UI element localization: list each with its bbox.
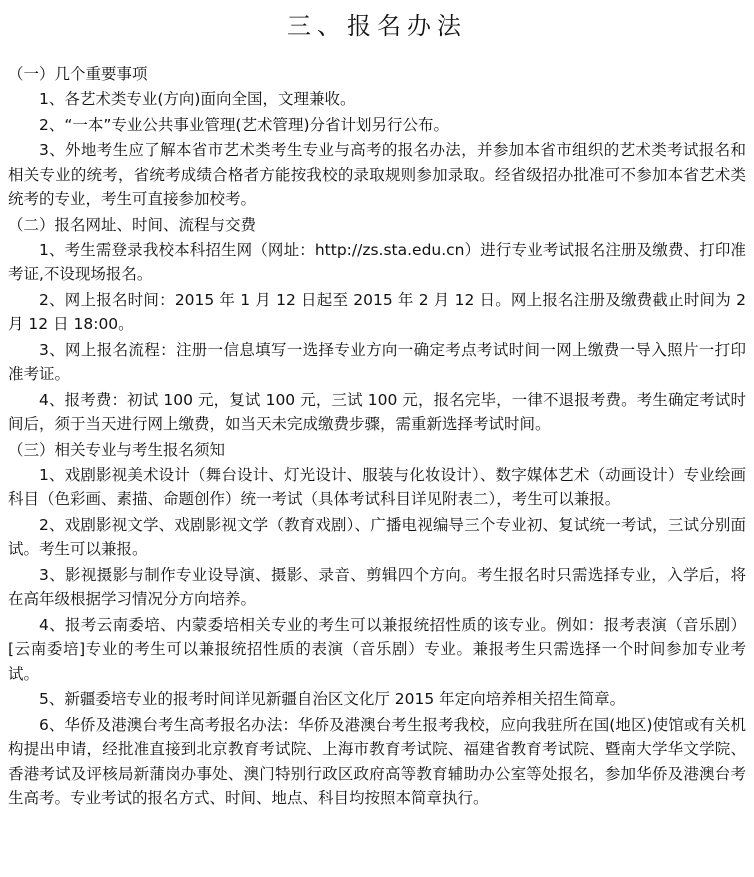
paragraph: 1、考生需登录我校本科招生网（网址：http://zs.sta.edu.cn）进行专业考试报名注册及缴费、打印准考证,不设现场报名。	[8, 240, 746, 283]
paragraph: 2、“一本”专业公共事业管理(艺术管理)分省计划另行公布。	[39, 115, 450, 134]
paragraph: 1、戏剧影视美术设计（舞台设计、灯光设计、服装与化妆设计）、数字媒体艺术（动画设计）专业绘画科目（色彩画、素描、命题创作）统一考试（具体考试科目详见附表二），考生可以兼报。	[8, 465, 746, 508]
paragraph: 2、网上报名时间：2015 年 1 月 12 日起至 2015 年 2 月 12 日。网上报名注册及缴费截止时间为 2 月 12 日 18:00。	[8, 290, 746, 333]
paragraph: 6、华侨及港澳台考生高考报名办法：华侨及港澳台考生报考我校，应向我驻所在国(地区)使馆或有关机构提出申请，经批准直接到北京教育考试院、上海市教育考试院、福建省教育考试院、暨南大学华文学院、香港考试及评核局新蒲岗办事处、澳门特别行政区政府高等教育辅助办公室等处报名，参加华侨及港澳台考生高考。专业考试的报名方式、时间、地点、科目均按照本简章执行。	[8, 715, 746, 807]
paragraph: 4、报考云南委培、内蒙委培相关专业的考生可以兼报统招性质的该专业。例如：报考表演（音乐剧）[云南委培]专业的考生可以兼报统招性质的表演（音乐剧）专业。兼报考生只需选择一个时间参加专业考试。	[8, 615, 746, 683]
paragraph: 3、影视摄影与制作专业设导演、摄影、录音、剪辑四个方向。考生报名时只需选择专业，入学后，将在高年级根据学习情况分方向培养。	[8, 565, 746, 608]
paragraph: 5、新疆委培专业的报考时间详见新疆自治区文化厅 2015 年定向培养相关招生简章。	[39, 690, 626, 708]
page-title: 三、报名办法	[287, 12, 467, 40]
paragraph: 4、报考费：初试 100 元，复试 100 元，三试 100 元，报名完毕，一律不退报考费。考生确定考试时间后，须于当天进行网上缴费，如当天未完成缴费步骤，需重新选择考试时间。	[8, 390, 746, 433]
paragraph: 3、外地考生应了解本省市艺术类考生专业与高考的报名办法，并参加本省市组织的艺术类考试报名和相关专业的统考，省统考成绩合格者方能按我校的录取规则参加录取。经省级招办批准可不参加本省艺术类统考的专业，考生可直接参加校考。	[8, 141, 746, 208]
section-heading-3: （三）相关专业与考生报名须知	[8, 440, 226, 459]
document-body	[8, 62, 746, 812]
paragraph: 3、网上报名流程：注册一信息填写一选择专业方向一确定考点考试时间一网上缴费一导入照片一打印准考证。	[8, 340, 746, 383]
section-heading-2: （二）报名网址、时间、流程与交费	[8, 215, 257, 234]
paragraph: 1、各艺术类专业(方向)面向全国，文理兼收。	[39, 90, 356, 108]
section-heading-1: （一）几个重要事项	[8, 65, 148, 83]
paragraph: 2、戏剧影视文学、戏剧影视文学（教育戏剧）、广播电视编导三个专业初、复试统一考试，三试分别面试。考生可以兼报。	[8, 515, 746, 558]
